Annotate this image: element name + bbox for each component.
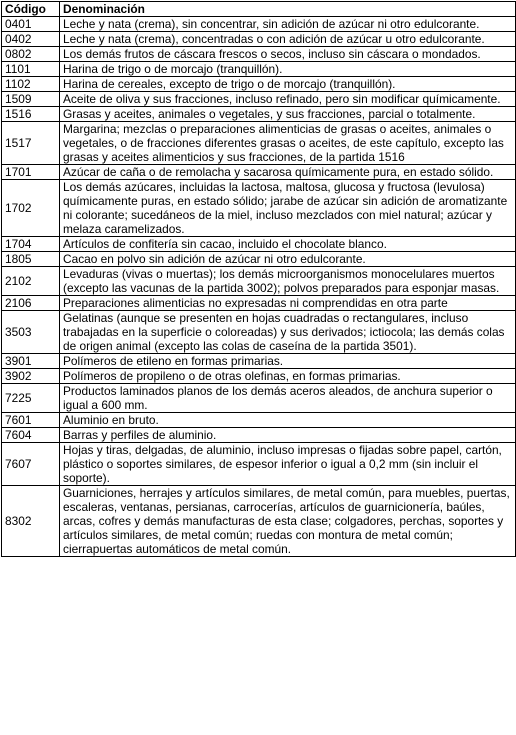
row-code: 8302 bbox=[2, 486, 60, 557]
table-row bbox=[2, 77, 516, 92]
table-row bbox=[2, 413, 516, 428]
row-description: Guarniciones, herrajes y artículos similares, de metal común, para muebles, puertas, escaleras, ventanas, persianas, carrocerías, artículos de guarnicionería, baúles, arcas, cofres y demás manufacturas de esta clase; colgadores, perchas, soportes y artículos similares, de metal común; ruedas con montura de metal común; cierrapuertas automáticos de metal común. bbox=[60, 486, 516, 557]
row-code: 3902 bbox=[2, 369, 60, 384]
row-code: 1517 bbox=[2, 122, 60, 165]
table-row bbox=[2, 237, 516, 252]
row-description: Harina de cereales, excepto de trigo o de morcajo (tranquillón). bbox=[60, 77, 516, 92]
row-code: 0402 bbox=[2, 32, 60, 47]
row-description: Polímeros de etileno en formas primarias. bbox=[60, 354, 516, 369]
table-header bbox=[2, 2, 516, 17]
row-description: Leche y nata (crema), sin concentrar, sin adición de azúcar ni otro edulcorante. bbox=[60, 17, 516, 32]
row-code: 7604 bbox=[2, 428, 60, 443]
row-code: 1702 bbox=[2, 180, 60, 237]
row-description: Productos laminados planos de los demás aceros aleados, de anchura superior o igual a 600 mm. bbox=[60, 384, 516, 413]
row-description: Grasas y aceites, animales o vegetales, y sus fracciones, parcial o totalmente. bbox=[60, 107, 516, 122]
header-row bbox=[2, 2, 516, 17]
table-row bbox=[2, 384, 516, 413]
row-code: 7601 bbox=[2, 413, 60, 428]
table-row bbox=[2, 443, 516, 486]
row-code: 1701 bbox=[2, 165, 60, 180]
row-description: Preparaciones alimenticias no expresadas ni comprendidas en otra parte bbox=[60, 296, 516, 311]
table-row bbox=[2, 369, 516, 384]
row-description: Margarina; mezclas o preparaciones alimenticias de grasas o aceites, animales o vegetales, o de fracciones diferentes grasas o aceites, de este capítulo, excepto las grasas y aceites alimenticios y sus fracciones, de la partida 1516 bbox=[60, 122, 516, 165]
table-row bbox=[2, 122, 516, 165]
row-code: 1805 bbox=[2, 252, 60, 267]
row-code: 7225 bbox=[2, 384, 60, 413]
table-row bbox=[2, 92, 516, 107]
header-description: Denominación bbox=[60, 2, 516, 17]
row-code: 3503 bbox=[2, 311, 60, 354]
row-description: Levaduras (vivas o muertas); los demás microorganismos monocelulares muertos (excepto las vacunas de la partida 3002); polvos preparados para esponjar masas. bbox=[60, 267, 516, 296]
row-description: Los demás azúcares, incluidas la lactosa, maltosa, glucosa y fructosa (levulosa) químicamente puras, en estado sólido; jarabe de azúcar sin adición de aromatizante ni colorante; sucedáneos de la miel, incluso mezclados con miel natural; azúcar y melaza caramelizados. bbox=[60, 180, 516, 237]
row-description: Hojas y tiras, delgadas, de aluminio, incluso impresas o fijadas sobre papel, cartón, plástico o soportes similares, de espesor inferior o igual a 0,2 mm (sin incluir el soporte). bbox=[60, 443, 516, 486]
row-code: 1704 bbox=[2, 237, 60, 252]
tariff-table bbox=[1, 1, 516, 557]
row-code: 1509 bbox=[2, 92, 60, 107]
row-code: 1516 bbox=[2, 107, 60, 122]
row-description: Aluminio en bruto. bbox=[60, 413, 516, 428]
table-row bbox=[2, 252, 516, 267]
table-row bbox=[2, 267, 516, 296]
row-description: Artículos de confitería sin cacao, incluido el chocolate blanco. bbox=[60, 237, 516, 252]
row-code: 0401 bbox=[2, 17, 60, 32]
table-row bbox=[2, 32, 516, 47]
row-description: Leche y nata (crema), concentradas o con adición de azúcar u otro edulcorante. bbox=[60, 32, 516, 47]
table-row bbox=[2, 165, 516, 180]
table-row bbox=[2, 17, 516, 32]
row-code: 2106 bbox=[2, 296, 60, 311]
row-description: Barras y perfiles de aluminio. bbox=[60, 428, 516, 443]
row-code: 3901 bbox=[2, 354, 60, 369]
row-description: Cacao en polvo sin adición de azúcar ni otro edulcorante. bbox=[60, 252, 516, 267]
table-row bbox=[2, 428, 516, 443]
row-description: Azúcar de caña o de remolacha y sacarosa químicamente pura, en estado sólido. bbox=[60, 165, 516, 180]
row-description: Harina de trigo o de morcajo (tranquillón). bbox=[60, 62, 516, 77]
row-code: 0802 bbox=[2, 47, 60, 62]
table-row bbox=[2, 296, 516, 311]
row-code: 1101 bbox=[2, 62, 60, 77]
header-code: Código bbox=[2, 2, 60, 17]
row-description: Aceite de oliva y sus fracciones, incluso refinado, pero sin modificar químicamente. bbox=[60, 92, 516, 107]
table-row bbox=[2, 62, 516, 77]
table-row bbox=[2, 486, 516, 557]
row-description: Los demás frutos de cáscara frescos o secos, incluso sin cáscara o mondados. bbox=[60, 47, 516, 62]
table-row bbox=[2, 180, 516, 237]
table-row bbox=[2, 47, 516, 62]
row-code: 7607 bbox=[2, 443, 60, 486]
table-row bbox=[2, 311, 516, 354]
table-row bbox=[2, 107, 516, 122]
row-code: 1102 bbox=[2, 77, 60, 92]
row-description: Polímeros de propileno o de otras olefinas, en formas primarias. bbox=[60, 369, 516, 384]
row-description: Gelatinas (aunque se presenten en hojas cuadradas o rectangulares, incluso trabajadas en la superficie o coloreadas) y sus derivados; ictiocola; las demás colas de origen animal (excepto las colas de caseína de la partida 3501). bbox=[60, 311, 516, 354]
table-row bbox=[2, 354, 516, 369]
table-body bbox=[2, 17, 516, 557]
row-code: 2102 bbox=[2, 267, 60, 296]
